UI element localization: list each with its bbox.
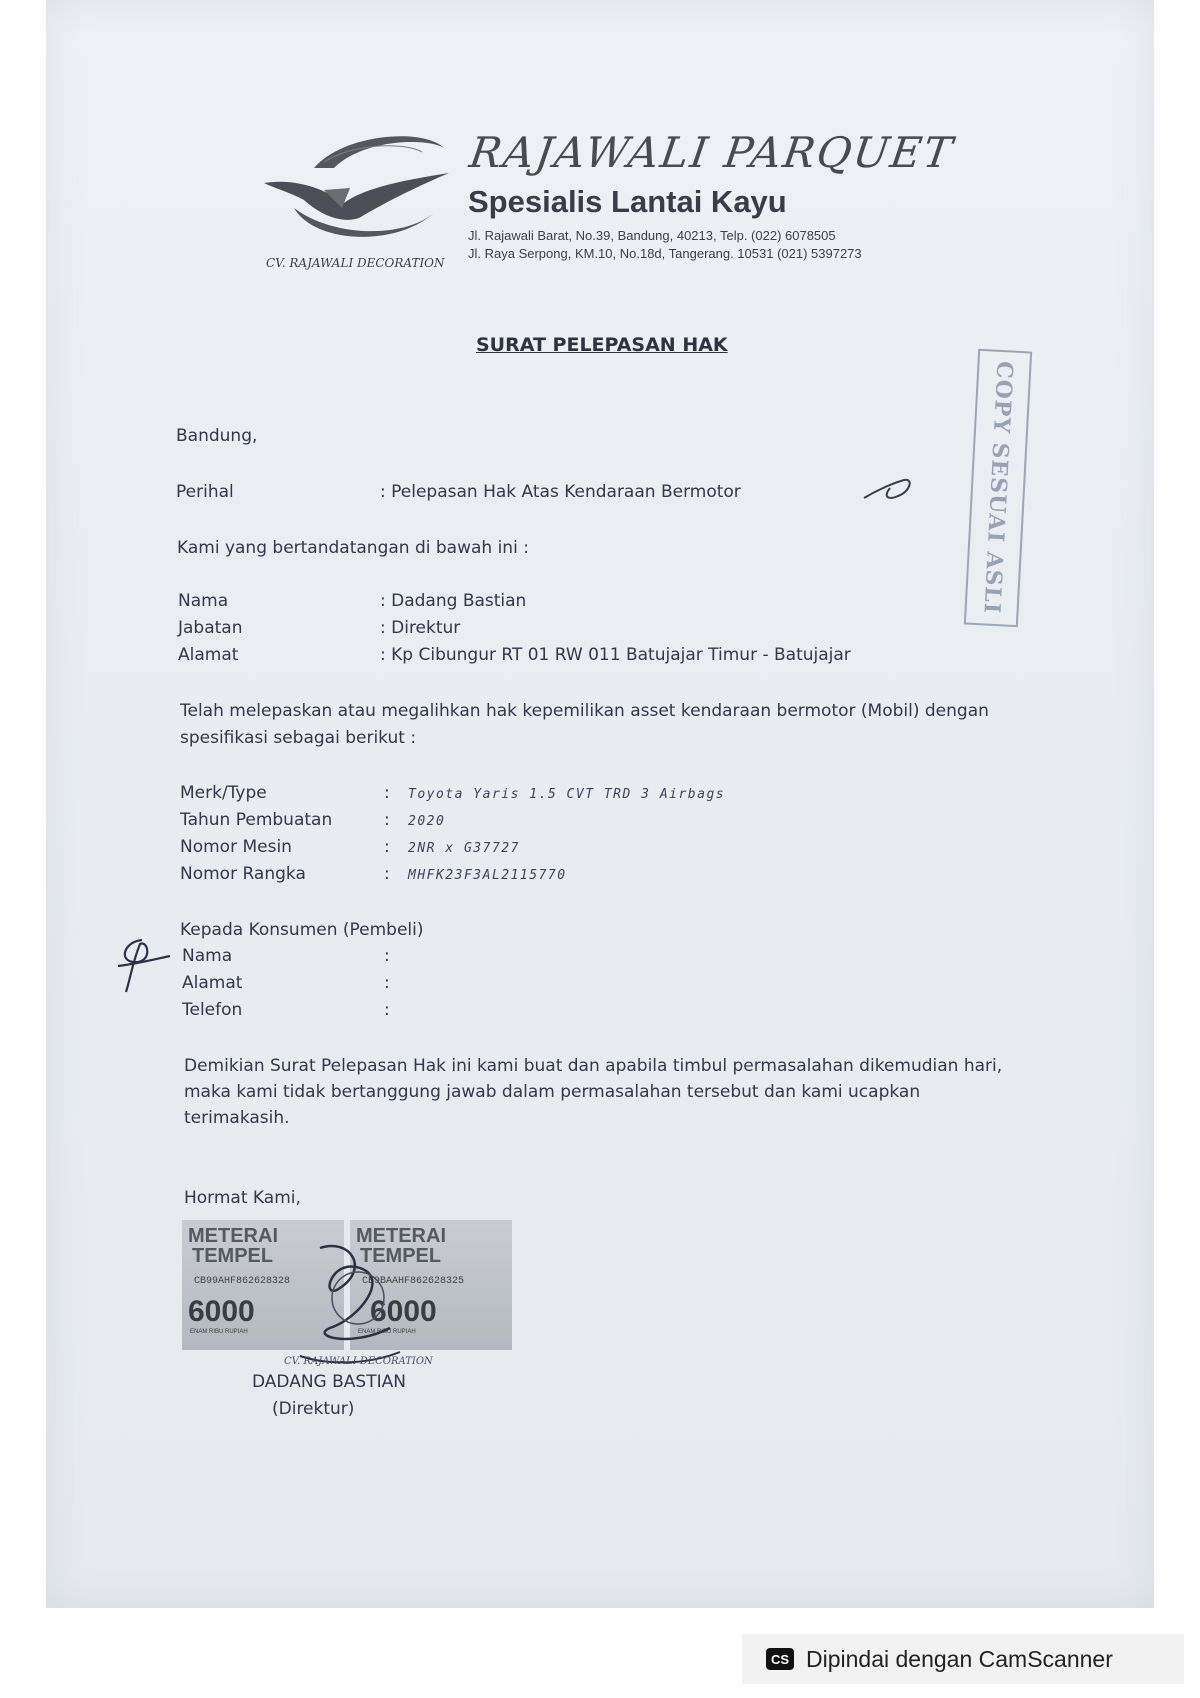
regards-text: Hormat Kami, <box>184 1188 301 1208</box>
buyer-label: Alamat <box>182 973 243 993</box>
buyer-label: Nama <box>182 946 233 966</box>
vehicle-label: Nomor Rangka <box>180 864 306 884</box>
closing-line: maka kami tidak bertanggung jawab dalam permasalahan tersebut dan kami ucapkan <box>184 1082 921 1102</box>
address-line-2: Jl. Raya Serpong, KM.10, No.18d, Tangerang. 10531 (021) 5397273 <box>468 246 862 261</box>
signer-label: Alamat <box>178 645 239 665</box>
vehicle-colon: : <box>384 837 390 857</box>
revenue-stamp: METERAI TEMPEL CB9BAAHF862628325 6000 ENAM RIBU RUPIAH <box>350 1220 512 1350</box>
copy-stamp: COPY SESUAI ASLI <box>964 349 1032 627</box>
signer-label: Nama <box>178 591 229 611</box>
vehicle-colon: : <box>384 864 390 884</box>
buyer-colon: : <box>384 946 390 966</box>
signer-title: (Direktur) <box>272 1399 355 1419</box>
eagle-logo-icon <box>254 128 484 258</box>
vehicle-colon: : <box>384 783 390 803</box>
company-name: CV. RAJAWALI DECORATION <box>266 256 445 270</box>
vehicle-label: Nomor Mesin <box>180 837 292 857</box>
address-line-1: Jl. Rajawali Barat, No.39, Bandung, 40213, Telp. (022) 6078505 <box>468 228 836 243</box>
buyer-heading: Kepada Konsumen (Pembeli) <box>180 920 424 940</box>
subject-value: : Pelepasan Hak Atas Kendaraan Bermotor <box>380 482 741 502</box>
intro-text: Kami yang bertandatangan di bawah ini : <box>177 538 529 558</box>
scanned-document-page <box>46 0 1154 1608</box>
buyer-colon: : <box>384 973 390 993</box>
place-date: Bandung, <box>176 426 258 446</box>
signer-label: Jabatan <box>178 618 243 638</box>
vehicle-colon: : <box>384 810 390 830</box>
camscanner-watermark <box>742 1634 1184 1684</box>
initial-signature-icon <box>112 934 176 996</box>
initial-mark-icon <box>860 470 920 510</box>
signature-icon <box>260 1228 430 1368</box>
camscanner-logo-icon: CS <box>766 1648 794 1670</box>
vehicle-label: Tahun Pembuatan <box>180 810 333 830</box>
letter-title: SURAT PELEPASAN HAK <box>476 334 728 356</box>
signer-value: : Direktur <box>380 618 461 638</box>
vehicle-value: Toyota Yaris 1.5 CVT TRD 3 Airbags <box>408 787 726 802</box>
buyer-colon: : <box>384 1000 390 1020</box>
vehicle-label: Merk/Type <box>180 783 267 803</box>
signer-value: : Kp Cibungur RT 01 RW 011 Batujajar Timur - Batujajar <box>380 645 851 665</box>
camscanner-text: Dipindai dengan CamScanner <box>806 1645 1113 1672</box>
vehicle-value: 2NR x G37727 <box>408 841 520 856</box>
subject-label: Perihal <box>176 482 234 502</box>
signature-stamp-text: CV. RAJAWALI DECORATION <box>284 1356 433 1367</box>
closing-line: Demikian Surat Pelepasan Hak ini kami buat dan apabila timbul permasalahan dikemudian hari, <box>184 1056 1003 1076</box>
vehicle-value: MHFK23F3AL2115770 <box>408 868 567 883</box>
closing-line: terimakasih. <box>184 1108 290 1128</box>
statement-line: spesifikasi sebagai berikut : <box>180 728 417 748</box>
signer-value: : Dadang Bastian <box>380 591 527 611</box>
statement-line: Telah melepaskan atau megalihkan hak kepemilikan asset kendaraan bermotor (Mobil) dengan <box>180 701 989 721</box>
brand-tagline: Spesialis Lantai Kayu <box>468 184 787 219</box>
revenue-stamp: METERAI TEMPEL CB99AHF862628328 6000 ENAM RIBU RUPIAH <box>182 1220 344 1350</box>
buyer-label: Telefon <box>182 1000 243 1020</box>
vehicle-value: 2020 <box>408 814 446 829</box>
brand-name: RAJAWALI PARQUET <box>466 128 957 177</box>
signer-name: DADANG BASTIAN <box>252 1372 406 1392</box>
